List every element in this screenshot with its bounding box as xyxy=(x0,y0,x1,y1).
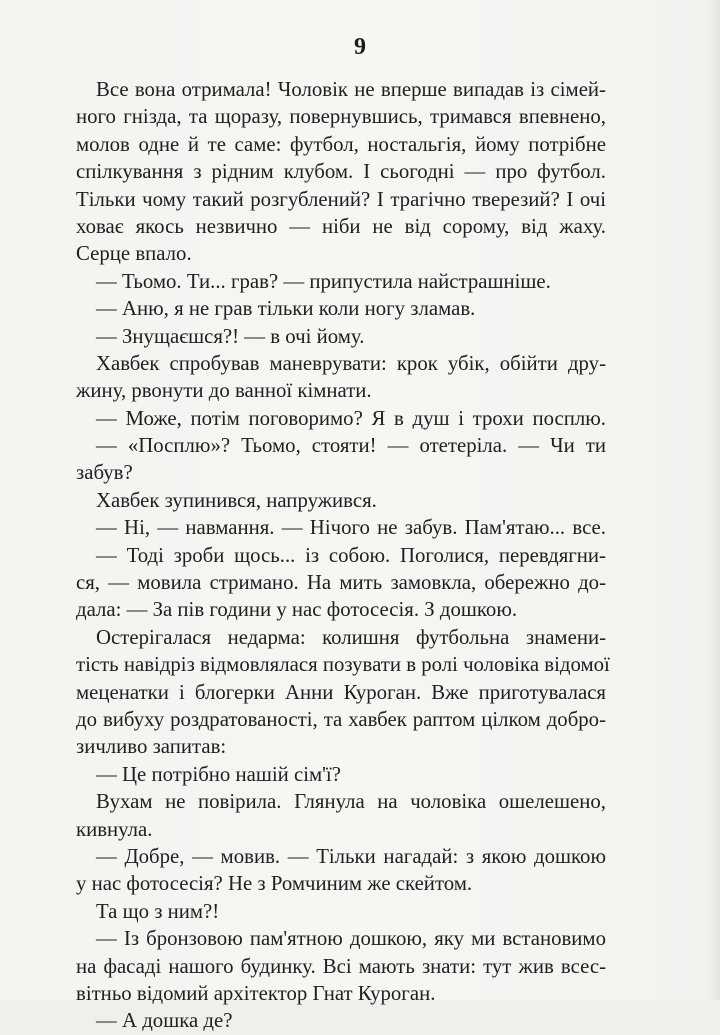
text-line: — Це потрібно нашій сім'ї? xyxy=(96,762,341,786)
text-line: — Із бронзовою пам'ятною дошкою, яку ми встановимо xyxy=(96,927,606,951)
text-line: Серце впало. xyxy=(76,242,192,266)
text-line: Тільки чому такий розгублений? І трагічно тверезий? І очі xyxy=(76,187,606,211)
text-line: — «Посплю»? Тьомо, стояти! — отетеріла. — Чи ти xyxy=(96,434,606,458)
text-line: ного гнізда, та щоразу, повернувшись, тримався впевнено, xyxy=(76,105,606,129)
text-line: — Знущаєшся?! — в очі йому. xyxy=(96,324,365,348)
text-line: ховає якось незвично — ніби не від сорому, від жаху. xyxy=(76,214,606,238)
text-line: Вухам не повірила. Глянула на чоловіка ошелешено, xyxy=(96,790,606,814)
text-line: тість навідріз відмовлялася позувати в ролі чоловіка відомої xyxy=(76,653,610,677)
text-line: меценатки і блогерки Анни Куроган. Вже приготувалася xyxy=(76,680,606,704)
text-line: спілкування з рідним клубом. І сьогодні — про футбол. xyxy=(76,160,606,184)
text-line: Хавбек зупинився, напружився. xyxy=(96,488,377,512)
text-line: у нас фотосесія? Не з Ромчиним же скейтом. xyxy=(76,872,473,896)
page-number: 9 xyxy=(354,34,366,60)
text-line: до вибуху роздратованості, та хавбек раптом цілком добро- xyxy=(76,707,606,731)
page-edge-shadow xyxy=(706,0,720,1000)
text-line: молов одне й те саме: футбол, ностальгія, йому потрібне xyxy=(76,132,606,156)
text-line: Та що з ним?! xyxy=(96,899,220,923)
text-line: Хавбек спробував маневрувати: крок убік, обійти дру- xyxy=(96,351,606,375)
text-line: Остерігалася недарма: колишня футбольна знамени- xyxy=(96,625,606,649)
text-line: — Може, потім поговоримо? Я в душ і трохи посплю. xyxy=(96,406,606,430)
text-line: на фасаді нашого будинку. Всі мають знати: тут жив всес- xyxy=(76,954,606,978)
text-line: зичливо запитав: xyxy=(76,735,227,759)
text-line: ся, — мовила стримано. На мить замовкла, обережно до- xyxy=(76,571,606,595)
text-line: дала: — За пів години у нас фотосесія. З дошкою. xyxy=(76,598,518,622)
body-text xyxy=(76,76,610,1035)
text-line: вітньо відомий архітектор Гнат Куроган. xyxy=(76,981,436,1005)
text-line: — Тоді зроби щось... із собою. Поголися, перевдягни- xyxy=(96,543,606,567)
text-line: — Тьомо. Ти... грав? — припустила найстрашніше. xyxy=(96,269,551,293)
text-line: — Добре, — мовив. — Тільки нагадай: з якою дошкою xyxy=(96,844,606,868)
text-line: — А дошка де? xyxy=(96,1009,233,1033)
text-line: — Аню, я не грав тільки коли ногу зламав. xyxy=(96,297,476,321)
text-line: жину, рвонути до ванної кімнати. xyxy=(76,379,372,403)
text-line: — Ні, — навмання. — Нічого не забув. Пам'ятаю... все. xyxy=(96,516,606,540)
text-line: забув? xyxy=(76,461,133,485)
text-line: кивнула. xyxy=(76,817,153,841)
text-line: Все вона отримала! Чоловік не вперше випадав із сімей- xyxy=(96,78,606,101)
